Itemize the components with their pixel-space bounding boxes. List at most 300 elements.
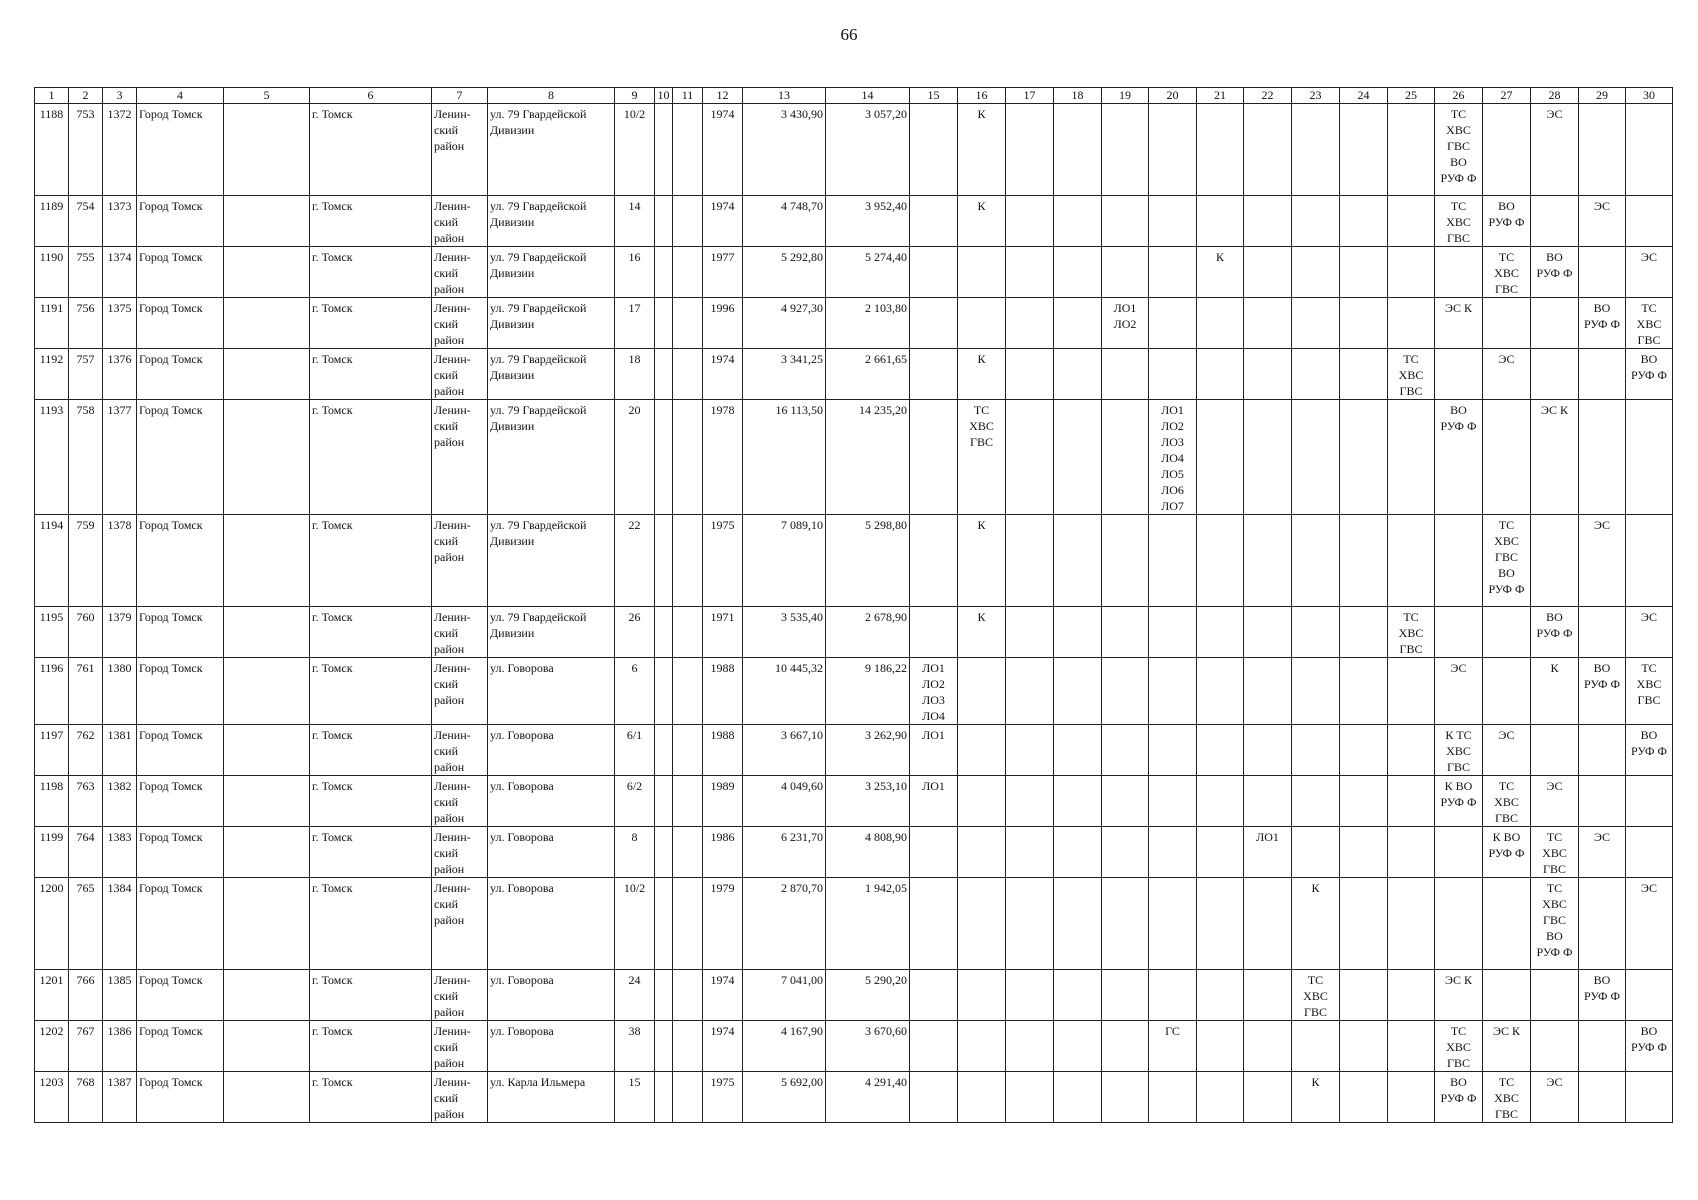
cell-line: 1188 <box>39 107 64 121</box>
cell-line: 3 341,25 <box>781 352 823 366</box>
cell-col-19 <box>1102 658 1149 725</box>
cell-col-1 <box>35 349 69 400</box>
cell-col-13 <box>743 104 826 196</box>
cell-line: РУФ Ф <box>1584 989 1620 1003</box>
cell-col-29 <box>1579 607 1626 658</box>
cell-col-26 <box>1435 349 1483 400</box>
cell-line: ЭС К <box>1445 301 1472 315</box>
cell-col-4 <box>137 247 224 298</box>
column-header-26: 26 <box>1435 88 1483 104</box>
cell-line: РУФ Ф <box>1440 419 1477 433</box>
cell-col-9 <box>615 658 655 725</box>
cell-line: г. Томск <box>312 199 353 213</box>
cell-col-25 <box>1388 247 1435 298</box>
cell-col-14 <box>826 725 910 776</box>
cell-col-27 <box>1483 827 1531 878</box>
cell-col-9 <box>615 196 655 247</box>
cell-line: 4 167,90 <box>781 1024 823 1038</box>
cell-col-17 <box>1006 776 1054 827</box>
cell-line: ТС <box>1450 107 1467 121</box>
cell-col-15 <box>910 196 958 247</box>
cell-line: ул. Говорова <box>490 661 554 675</box>
cell-line: 763 <box>76 779 95 793</box>
cell-col-25 <box>1388 970 1435 1021</box>
cell-line: район <box>434 282 465 296</box>
cell-col-20 <box>1149 725 1197 776</box>
cell-col-20 <box>1149 349 1197 400</box>
cell-line: 1203 <box>39 1075 64 1089</box>
cell-col-5 <box>224 400 310 515</box>
cell-line: ский <box>434 626 458 640</box>
cell-col-7 <box>432 104 488 196</box>
cell-col-21 <box>1197 658 1244 725</box>
cell-col-23 <box>1292 658 1340 725</box>
cell-line: Ленин- <box>434 250 471 264</box>
cell-col-26 <box>1435 104 1483 196</box>
cell-col-24 <box>1340 247 1388 298</box>
cell-col-6 <box>310 104 432 196</box>
cell-col-20 <box>1149 1021 1197 1072</box>
cell-col-5 <box>224 515 310 607</box>
cell-line: 767 <box>76 1024 95 1038</box>
cell-col-24 <box>1340 349 1388 400</box>
cell-col-6 <box>310 878 432 970</box>
cell-col-12 <box>703 298 743 349</box>
cell-col-10 <box>655 878 673 970</box>
cell-line: ЭС <box>1594 518 1610 532</box>
cell-line: 766 <box>76 973 95 987</box>
cell-col-6 <box>310 349 432 400</box>
cell-line: ХВС <box>1398 626 1424 640</box>
cell-line: 757 <box>76 352 95 366</box>
cell-col-30 <box>1626 104 1673 196</box>
cell-line: 1979 <box>710 881 735 895</box>
cell-col-17 <box>1006 725 1054 776</box>
cell-col-8 <box>488 298 615 349</box>
cell-col-2 <box>69 970 103 1021</box>
cell-line: К ВО <box>1492 830 1521 844</box>
cell-line: ХВС <box>1446 744 1471 758</box>
cell-col-16 <box>958 1072 1006 1123</box>
table-row <box>35 515 1673 607</box>
cell-line: г. Томск <box>312 107 353 121</box>
cell-col-30 <box>1626 1021 1673 1072</box>
cell-col-10 <box>655 196 673 247</box>
cell-col-23 <box>1292 298 1340 349</box>
cell-line: ЛО2 <box>922 677 945 691</box>
housing-register-table <box>34 87 1673 1123</box>
cell-line: РУФ Ф <box>1440 795 1477 809</box>
cell-line: район <box>434 693 465 707</box>
cell-col-14 <box>826 607 910 658</box>
cell-col-12 <box>703 658 743 725</box>
cell-line: РУФ Ф <box>1584 677 1620 691</box>
cell-col-23 <box>1292 725 1340 776</box>
cell-col-28 <box>1531 349 1579 400</box>
cell-col-24 <box>1340 725 1388 776</box>
cell-col-11 <box>673 349 703 400</box>
cell-col-7 <box>432 827 488 878</box>
cell-line: ТС <box>973 403 990 417</box>
cell-col-18 <box>1054 196 1102 247</box>
cell-col-20 <box>1149 515 1197 607</box>
cell-col-26 <box>1435 515 1483 607</box>
cell-line: 38 <box>628 1024 641 1038</box>
cell-col-24 <box>1340 1072 1388 1123</box>
cell-col-28 <box>1531 104 1579 196</box>
cell-col-24 <box>1340 607 1388 658</box>
cell-col-21 <box>1197 515 1244 607</box>
cell-col-2 <box>69 349 103 400</box>
cell-line: ТС <box>1546 830 1563 844</box>
cell-col-13 <box>743 776 826 827</box>
cell-line: ул. 79 Гвардейской <box>490 403 587 417</box>
cell-line: ЛО4 <box>1161 451 1184 465</box>
cell-col-10 <box>655 400 673 515</box>
cell-col-13 <box>743 515 826 607</box>
cell-line: ЭС К <box>1493 1024 1520 1038</box>
cell-col-29 <box>1579 196 1626 247</box>
cell-col-10 <box>655 298 673 349</box>
cell-line: г. Томск <box>312 728 353 742</box>
cell-col-7 <box>432 725 488 776</box>
cell-col-26 <box>1435 725 1483 776</box>
cell-col-8 <box>488 607 615 658</box>
cell-line: ЭС <box>1546 107 1563 121</box>
cell-col-18 <box>1054 1072 1102 1123</box>
cell-line: 1988 <box>710 661 735 675</box>
cell-line: 756 <box>76 301 95 315</box>
cell-col-9 <box>615 104 655 196</box>
cell-line: ский <box>434 215 458 229</box>
cell-line: ЭС <box>1546 1075 1563 1089</box>
cell-col-10 <box>655 1072 673 1123</box>
cell-col-25 <box>1388 878 1435 970</box>
cell-line: ул. 79 Гвардейской <box>490 518 587 532</box>
cell-col-6 <box>310 827 432 878</box>
cell-col-29 <box>1579 104 1626 196</box>
cell-line: 6/2 <box>626 779 643 793</box>
cell-line: ЛО5 <box>1161 467 1184 481</box>
cell-col-23 <box>1292 196 1340 247</box>
cell-col-17 <box>1006 1021 1054 1072</box>
cell-col-5 <box>224 196 310 247</box>
cell-line: Ленин- <box>434 973 471 987</box>
cell-col-3 <box>103 349 137 400</box>
cell-col-7 <box>432 1021 488 1072</box>
cell-col-1 <box>35 247 69 298</box>
cell-line: 1374 <box>107 250 132 264</box>
cell-col-27 <box>1483 104 1531 196</box>
cell-line: ЭС <box>1641 881 1657 895</box>
cell-col-22 <box>1244 827 1292 878</box>
cell-line: ГВС <box>1543 862 1566 876</box>
cell-line: район <box>434 1005 465 1019</box>
cell-col-12 <box>703 247 743 298</box>
cell-col-12 <box>703 196 743 247</box>
cell-col-5 <box>224 298 310 349</box>
column-number-row <box>35 88 1673 104</box>
column-header-22: 22 <box>1244 88 1292 104</box>
cell-col-28 <box>1531 400 1579 515</box>
cell-col-13 <box>743 400 826 515</box>
cell-col-23 <box>1292 349 1340 400</box>
cell-col-11 <box>673 1072 703 1123</box>
cell-line: 24 <box>628 973 641 987</box>
cell-col-13 <box>743 349 826 400</box>
cell-line: 3 952,40 <box>865 199 907 213</box>
cell-col-10 <box>655 658 673 725</box>
cell-line: 1200 <box>39 881 64 895</box>
cell-col-19 <box>1102 349 1149 400</box>
cell-line: ЭС <box>1641 610 1657 624</box>
table-row <box>35 1072 1673 1123</box>
cell-line: 1974 <box>710 973 735 987</box>
cell-col-4 <box>137 725 224 776</box>
cell-col-18 <box>1054 970 1102 1021</box>
cell-col-18 <box>1054 247 1102 298</box>
cell-line: ТС <box>1641 661 1657 675</box>
table-row <box>35 725 1673 776</box>
cell-line: 1383 <box>107 830 132 844</box>
cell-line: 18 <box>628 352 641 366</box>
cell-col-2 <box>69 515 103 607</box>
cell-col-17 <box>1006 878 1054 970</box>
cell-line: Ленин- <box>434 352 471 366</box>
cell-col-26 <box>1435 247 1483 298</box>
column-header-1: 1 <box>35 88 69 104</box>
cell-line: ВО <box>1593 973 1611 987</box>
cell-col-15 <box>910 1072 958 1123</box>
cell-col-3 <box>103 607 137 658</box>
cell-line: Город Томск <box>139 352 203 366</box>
cell-col-21 <box>1197 827 1244 878</box>
cell-col-23 <box>1292 400 1340 515</box>
cell-col-1 <box>35 104 69 196</box>
cell-col-27 <box>1483 196 1531 247</box>
cell-col-12 <box>703 878 743 970</box>
cell-col-25 <box>1388 607 1435 658</box>
cell-col-22 <box>1244 1072 1292 1123</box>
cell-col-23 <box>1292 607 1340 658</box>
cell-line: 15 <box>628 1075 641 1089</box>
cell-line: 1971 <box>710 610 735 624</box>
cell-col-25 <box>1388 349 1435 400</box>
cell-line: ВО <box>1546 610 1563 624</box>
cell-line: Ленин- <box>434 661 471 675</box>
cell-line: Дивизии <box>490 626 535 640</box>
cell-line: ВО <box>1498 199 1515 213</box>
cell-col-22 <box>1244 247 1292 298</box>
cell-col-6 <box>310 725 432 776</box>
cell-col-28 <box>1531 827 1579 878</box>
cell-col-28 <box>1531 725 1579 776</box>
cell-col-26 <box>1435 878 1483 970</box>
cell-col-7 <box>432 607 488 658</box>
cell-line: 755 <box>76 250 95 264</box>
cell-col-16 <box>958 515 1006 607</box>
cell-col-15 <box>910 725 958 776</box>
cell-col-30 <box>1626 827 1673 878</box>
cell-line: ский <box>434 795 458 809</box>
cell-col-14 <box>826 1072 910 1123</box>
cell-line: ХВС <box>1636 677 1662 691</box>
cell-col-27 <box>1483 607 1531 658</box>
cell-col-27 <box>1483 298 1531 349</box>
cell-col-6 <box>310 1072 432 1123</box>
cell-line: ул. Карла Ильмера <box>490 1075 586 1089</box>
cell-line: ВО <box>1546 250 1563 264</box>
cell-line: ЛО2 <box>1161 419 1184 433</box>
cell-col-2 <box>69 400 103 515</box>
cell-col-24 <box>1340 970 1388 1021</box>
cell-col-11 <box>673 104 703 196</box>
cell-col-22 <box>1244 298 1292 349</box>
cell-col-4 <box>137 400 224 515</box>
cell-col-7 <box>432 400 488 515</box>
cell-col-30 <box>1626 776 1673 827</box>
cell-col-8 <box>488 196 615 247</box>
cell-col-29 <box>1579 1021 1626 1072</box>
cell-col-3 <box>103 970 137 1021</box>
cell-col-19 <box>1102 196 1149 247</box>
cell-col-28 <box>1531 298 1579 349</box>
cell-col-29 <box>1579 349 1626 400</box>
cell-col-17 <box>1006 607 1054 658</box>
cell-line: 1996 <box>710 301 735 315</box>
cell-line: ЛО4 <box>922 709 945 723</box>
cell-line: ГВС <box>1543 913 1566 927</box>
cell-line: Ленин- <box>434 1024 471 1038</box>
cell-col-11 <box>673 196 703 247</box>
cell-col-14 <box>826 515 910 607</box>
cell-col-30 <box>1626 878 1673 970</box>
cell-col-28 <box>1531 1021 1579 1072</box>
cell-line: Город Томск <box>139 518 203 532</box>
cell-line: 10/2 <box>623 107 646 121</box>
cell-line: район <box>434 811 465 825</box>
cell-col-10 <box>655 776 673 827</box>
table-row <box>35 196 1673 247</box>
cell-col-18 <box>1054 515 1102 607</box>
cell-line: К <box>1550 661 1559 675</box>
cell-col-1 <box>35 725 69 776</box>
cell-col-11 <box>673 827 703 878</box>
cell-line: 10 445,32 <box>775 661 823 675</box>
cell-line: 1978 <box>710 403 735 417</box>
cell-line: РУФ Ф <box>1536 945 1573 959</box>
cell-col-22 <box>1244 196 1292 247</box>
cell-col-19 <box>1102 776 1149 827</box>
cell-col-21 <box>1197 349 1244 400</box>
cell-col-5 <box>224 658 310 725</box>
cell-line: Ленин- <box>434 1075 471 1089</box>
cell-line: 1376 <box>107 352 132 366</box>
column-header-17: 17 <box>1006 88 1054 104</box>
cell-col-22 <box>1244 878 1292 970</box>
cell-col-4 <box>137 776 224 827</box>
cell-line: Город Томск <box>139 107 203 121</box>
cell-col-11 <box>673 400 703 515</box>
cell-col-13 <box>743 878 826 970</box>
cell-line: ул. 79 Гвардейской <box>490 610 587 624</box>
cell-line: Дивизии <box>490 266 535 280</box>
cell-line: 1974 <box>710 1024 735 1038</box>
cell-col-26 <box>1435 970 1483 1021</box>
cell-line: ул. 79 Гвардейской <box>490 352 587 366</box>
cell-line: 2 678,90 <box>865 610 907 624</box>
cell-col-21 <box>1197 1072 1244 1123</box>
cell-line: ГВС <box>1495 1107 1518 1121</box>
cell-col-23 <box>1292 104 1340 196</box>
cell-col-10 <box>655 607 673 658</box>
cell-line: 14 235,20 <box>859 403 907 417</box>
cell-col-17 <box>1006 658 1054 725</box>
cell-line: 3 253,10 <box>865 779 907 793</box>
cell-col-25 <box>1388 196 1435 247</box>
cell-col-15 <box>910 400 958 515</box>
cell-line: г. Томск <box>312 518 353 532</box>
cell-col-18 <box>1054 349 1102 400</box>
cell-line: г. Томск <box>312 1075 353 1089</box>
cell-line: ул. Говорова <box>490 728 554 742</box>
cell-line: 753 <box>76 107 95 121</box>
cell-line: ТС <box>1498 779 1515 793</box>
cell-line: Ленин- <box>434 728 471 742</box>
cell-col-2 <box>69 104 103 196</box>
cell-line: ГВС <box>1447 760 1470 774</box>
cell-col-21 <box>1197 196 1244 247</box>
cell-col-2 <box>69 1021 103 1072</box>
cell-col-28 <box>1531 776 1579 827</box>
cell-line: г. Томск <box>312 830 353 844</box>
cell-line: 1387 <box>107 1075 132 1089</box>
cell-col-13 <box>743 827 826 878</box>
cell-line: 1192 <box>39 352 64 366</box>
table-row <box>35 400 1673 515</box>
cell-line: ул. 79 Гвардейской <box>490 301 587 315</box>
cell-col-6 <box>310 607 432 658</box>
cell-col-16 <box>958 827 1006 878</box>
cell-col-8 <box>488 725 615 776</box>
cell-col-26 <box>1435 298 1483 349</box>
cell-col-25 <box>1388 1072 1435 1123</box>
cell-col-14 <box>826 400 910 515</box>
cell-col-3 <box>103 1021 137 1072</box>
cell-col-4 <box>137 298 224 349</box>
cell-line: г. Томск <box>312 301 353 315</box>
cell-col-19 <box>1102 607 1149 658</box>
cell-col-4 <box>137 1021 224 1072</box>
cell-line: Дивизии <box>490 215 535 229</box>
cell-col-13 <box>743 1072 826 1123</box>
cell-col-2 <box>69 725 103 776</box>
cell-line: ТС <box>1307 973 1324 987</box>
cell-col-19 <box>1102 298 1149 349</box>
cell-line: ВО <box>1640 728 1658 742</box>
cell-col-15 <box>910 515 958 607</box>
cell-col-6 <box>310 776 432 827</box>
cell-line: РУФ Ф <box>1631 744 1667 758</box>
column-header-19: 19 <box>1102 88 1149 104</box>
cell-col-29 <box>1579 658 1626 725</box>
cell-col-15 <box>910 1021 958 1072</box>
cell-line: 758 <box>76 403 95 417</box>
column-header-24: 24 <box>1340 88 1388 104</box>
column-header-20: 20 <box>1149 88 1197 104</box>
cell-col-8 <box>488 515 615 607</box>
cell-col-3 <box>103 247 137 298</box>
